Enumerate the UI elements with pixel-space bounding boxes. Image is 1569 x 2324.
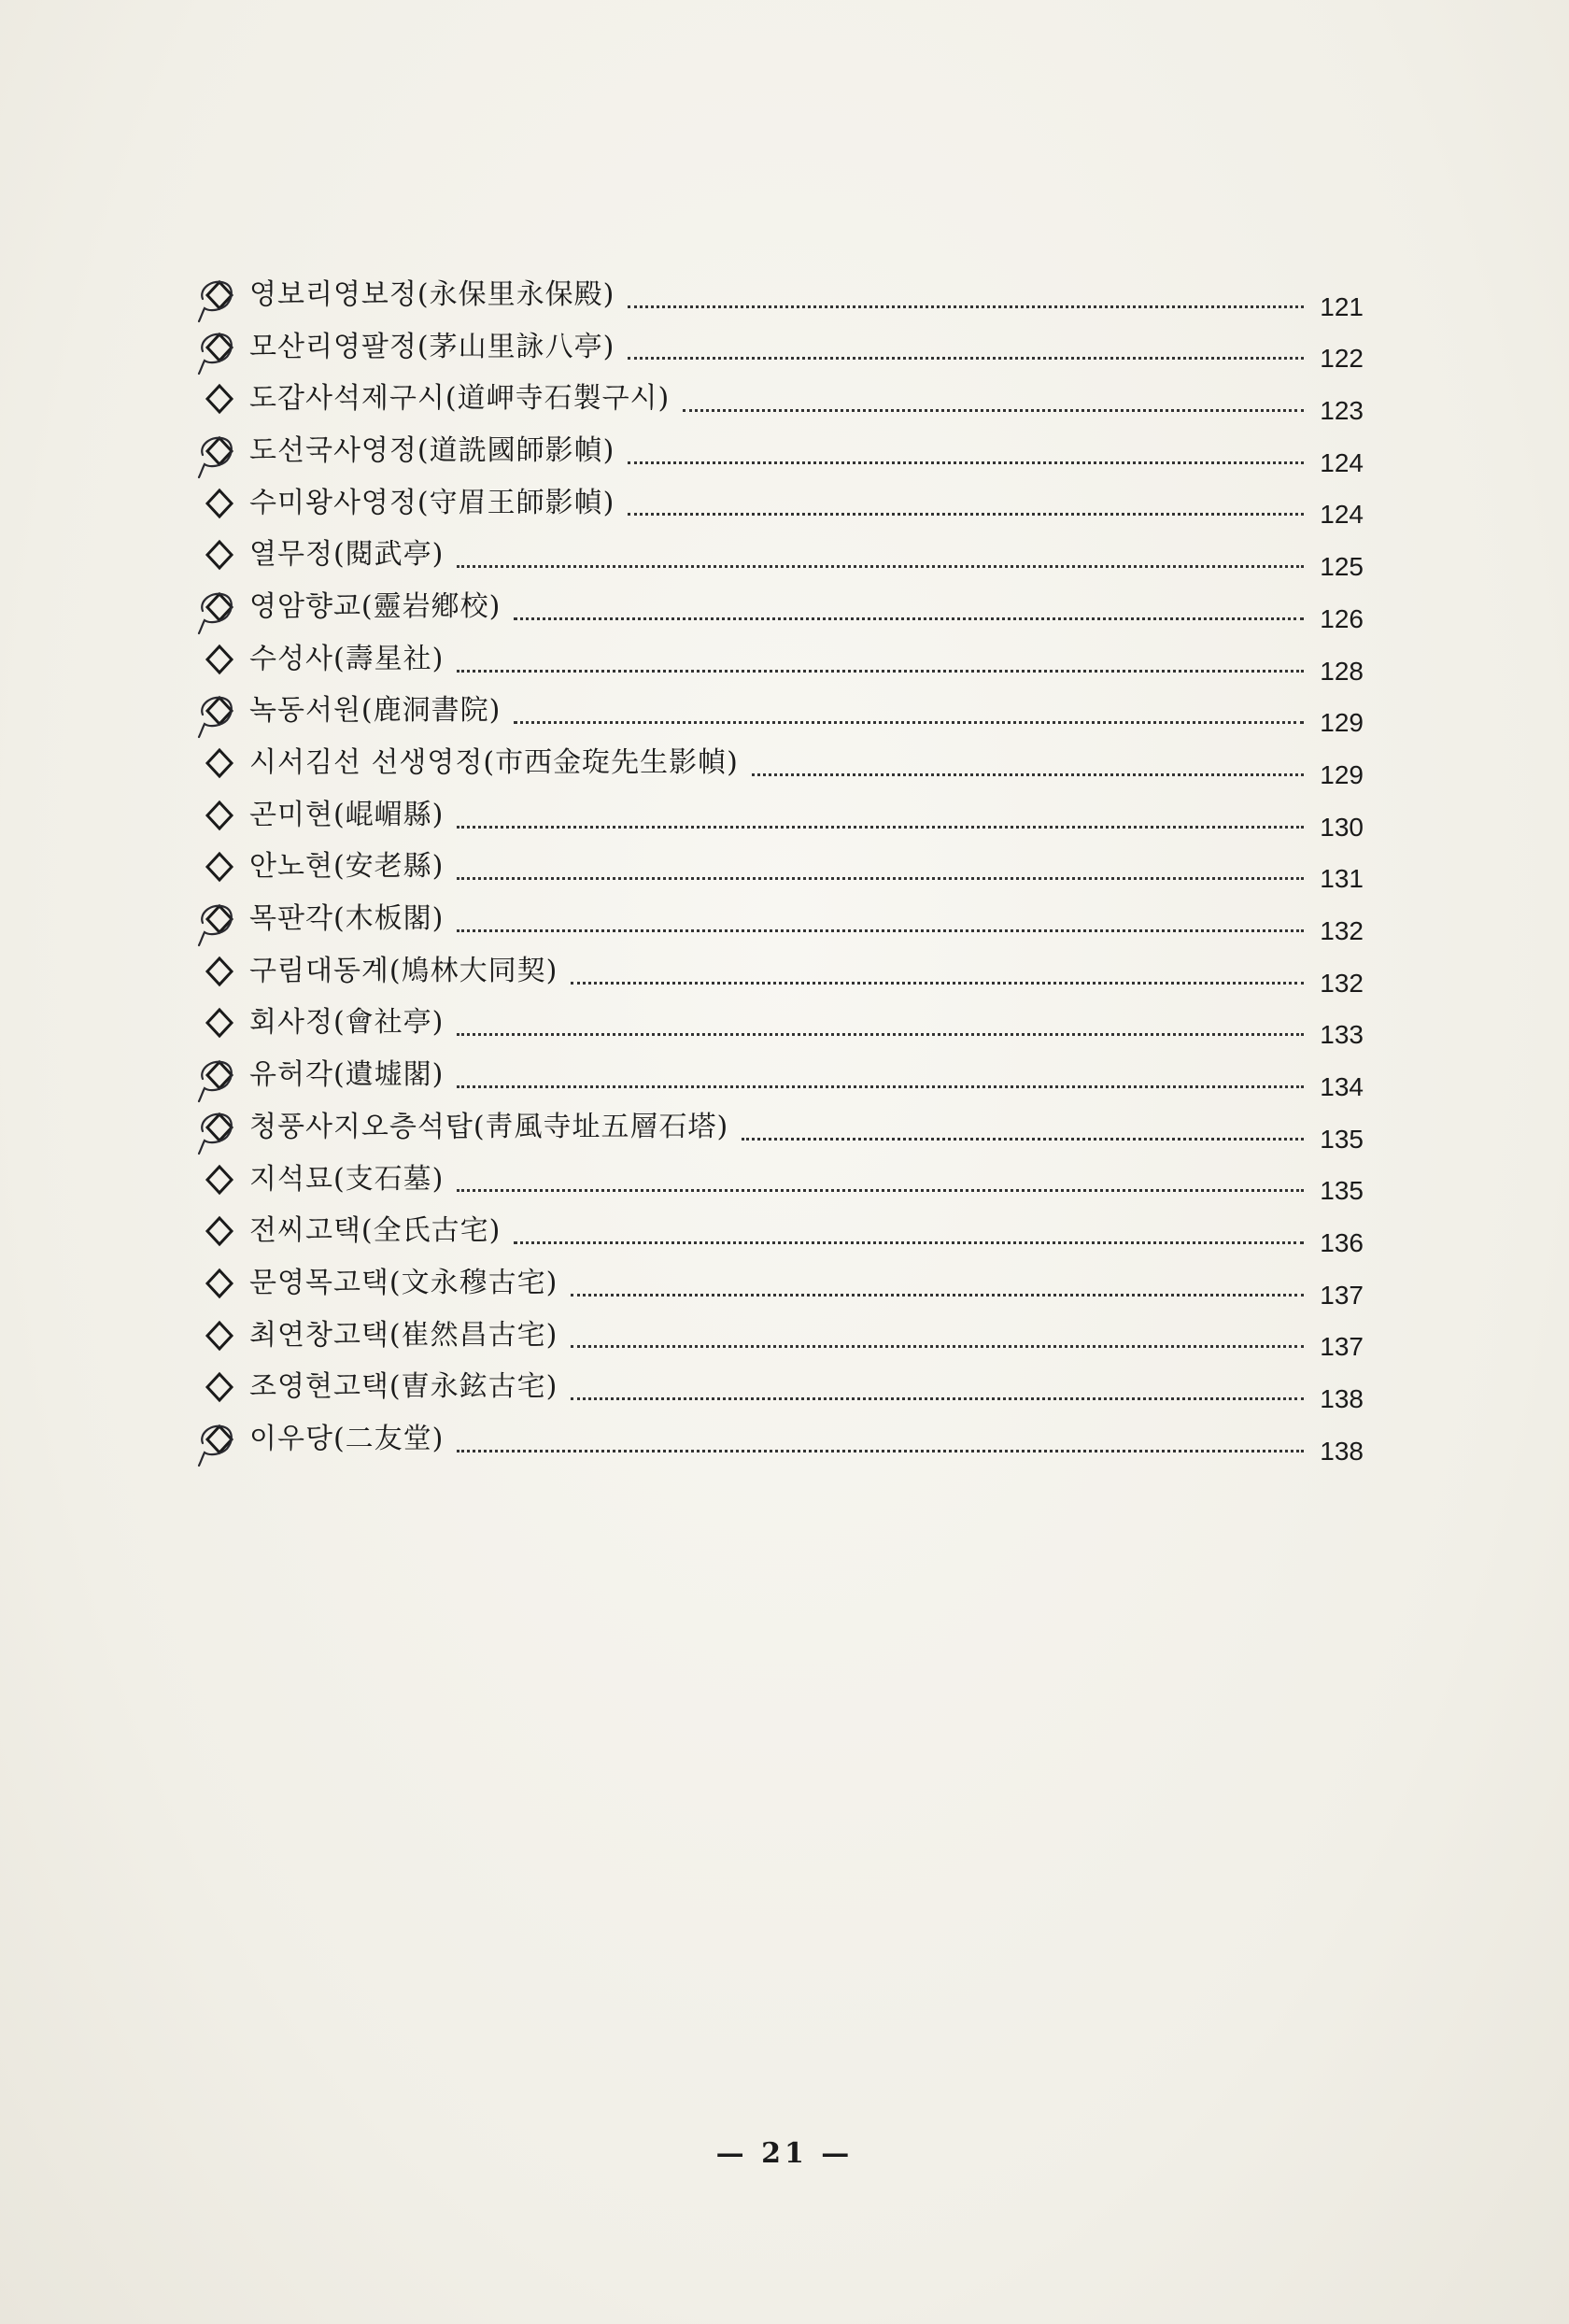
diamond-icon (201, 641, 238, 678)
dot-leader (628, 357, 1304, 360)
diamond-icon (201, 1368, 238, 1406)
checked-diamond-icon (201, 588, 238, 626)
dot-leader (457, 1189, 1304, 1192)
toc-entry-page: 129 (1320, 759, 1364, 789)
dot-leader (457, 1033, 1304, 1036)
toc-entry (201, 581, 1364, 633)
toc-entry-title: 녹동서원(鹿洞書院) (249, 694, 502, 728)
dot-leader (628, 461, 1304, 464)
toc-entry-page: 137 (1320, 1332, 1364, 1362)
diamond-icon (201, 744, 238, 782)
dot-leader (571, 1294, 1304, 1297)
toc-entry (201, 789, 1364, 842)
dot-leader (571, 1345, 1304, 1348)
toc-entry (201, 1413, 1364, 1466)
toc-entry-title: 이우당(二友堂) (249, 1422, 445, 1455)
diamond-icon (201, 848, 238, 886)
toc-entry (201, 1361, 1364, 1413)
dot-leader (514, 617, 1304, 620)
toc-entry-page: 122 (1320, 344, 1364, 374)
toc-entry-page: 128 (1320, 656, 1364, 686)
dot-leader (628, 305, 1304, 308)
dot-leader (752, 773, 1304, 776)
toc-entry-page: 131 (1320, 864, 1364, 894)
dot-leader (457, 929, 1304, 932)
toc-entry (201, 842, 1364, 894)
diamond-icon (201, 1265, 238, 1302)
toc-entry-title: 조영현고택(曺永鉉古宅) (249, 1370, 558, 1404)
toc-entry-title: 구림대동계(鳩林大同契) (249, 954, 558, 987)
toc-entry-page: 121 (1320, 291, 1364, 321)
toc-entry (201, 321, 1364, 374)
toc-entry-page: 124 (1320, 447, 1364, 477)
diamond-icon (201, 1004, 238, 1042)
toc-entry (201, 529, 1364, 581)
toc-entry (201, 269, 1364, 321)
diamond-icon (201, 1161, 238, 1198)
toc-entry-title: 영암향교(靈岩鄕校) (249, 589, 502, 623)
toc-entry-title: 모산리영팔정(茅山里詠八亭) (249, 330, 615, 363)
checked-diamond-icon (201, 329, 238, 366)
toc-entry-title: 열무정(閱武亭) (249, 538, 445, 572)
toc-entry-page: 132 (1320, 915, 1364, 945)
dot-leader (571, 982, 1304, 985)
toc-entry-page: 130 (1320, 812, 1364, 842)
dot-leader (457, 670, 1304, 673)
toc-entry-page: 135 (1320, 1176, 1364, 1206)
dot-leader (514, 721, 1304, 724)
toc-entry (201, 686, 1364, 738)
dot-leader (571, 1397, 1304, 1400)
dot-leader (457, 1450, 1304, 1452)
diamond-icon (201, 485, 238, 522)
toc-entry (201, 425, 1364, 477)
toc-entry-title: 목판각(木板閣) (249, 902, 445, 936)
toc-entry-page: 123 (1320, 396, 1364, 426)
toc-entry-page: 126 (1320, 603, 1364, 633)
toc-entry-page: 132 (1320, 968, 1364, 998)
table-of-contents (201, 269, 1364, 1466)
toc-entry-title: 영보리영보정(永保里永保殿) (249, 277, 615, 311)
toc-entry-page: 138 (1320, 1384, 1364, 1414)
dot-leader (457, 826, 1304, 829)
toc-entry (201, 1101, 1364, 1154)
checked-diamond-icon (201, 692, 238, 730)
toc-entry-page: 135 (1320, 1124, 1364, 1154)
toc-entry-title: 도갑사석제구시(道岬寺石製구시) (249, 382, 671, 416)
diamond-icon (201, 380, 238, 418)
toc-entry-page: 129 (1320, 708, 1364, 738)
toc-entry (201, 945, 1364, 998)
toc-entry-title: 문영목고택(文永穆古宅) (249, 1266, 558, 1299)
toc-entry-title: 안노현(安老縣) (249, 850, 445, 884)
toc-entry (201, 893, 1364, 945)
diamond-icon (201, 797, 238, 834)
diamond-icon (201, 1212, 238, 1250)
checked-diamond-icon (201, 432, 238, 470)
dot-leader (742, 1138, 1304, 1141)
toc-entry-page: 124 (1320, 500, 1364, 530)
toc-entry-title: 최연창고택(崔然昌古宅) (249, 1318, 558, 1352)
toc-entry-title: 지석묘(支石墓) (249, 1162, 445, 1196)
toc-entry (201, 1257, 1364, 1310)
toc-entry (201, 373, 1364, 425)
toc-entry (201, 1049, 1364, 1101)
toc-entry (201, 998, 1364, 1050)
checked-diamond-icon (201, 1056, 238, 1094)
dot-leader (457, 877, 1304, 880)
toc-entry-page: 138 (1320, 1436, 1364, 1466)
toc-entry-title: 전씨고택(全氏古宅) (249, 1214, 502, 1248)
diamond-icon (201, 536, 238, 574)
checked-diamond-icon (201, 900, 238, 938)
dot-leader (457, 565, 1304, 568)
diamond-icon (201, 1317, 238, 1354)
toc-entry (201, 1154, 1364, 1206)
toc-entry-page: 125 (1320, 552, 1364, 582)
toc-entry-page: 134 (1320, 1072, 1364, 1101)
toc-entry (201, 1310, 1364, 1362)
checked-diamond-icon (201, 276, 238, 314)
diamond-icon (201, 953, 238, 990)
toc-entry-title: 시서김선 선생영정(市西金琁先生影幀) (249, 746, 739, 780)
dot-leader (514, 1241, 1304, 1244)
toc-entry-title: 곤미현(崐嵋縣) (249, 798, 445, 831)
toc-entry-title: 유허각(遺墟閣) (249, 1058, 445, 1092)
toc-entry (201, 477, 1364, 530)
toc-entry (201, 633, 1364, 686)
checked-diamond-icon (201, 1109, 238, 1146)
toc-entry (201, 1205, 1364, 1257)
dot-leader (457, 1085, 1304, 1088)
toc-entry-title: 청풍사지오층석탑(靑風寺址五層石塔) (249, 1110, 729, 1143)
toc-entry-page: 136 (1320, 1228, 1364, 1258)
toc-entry-title: 수미왕사영정(守眉王師影幀) (249, 486, 615, 519)
toc-entry-page: 133 (1320, 1020, 1364, 1050)
toc-entry-title: 회사정(會社亭) (249, 1006, 445, 1040)
toc-entry-page: 137 (1320, 1280, 1364, 1310)
toc-entry-title: 수성사(壽星社) (249, 642, 445, 675)
toc-entry (201, 737, 1364, 789)
dot-leader (683, 409, 1304, 412)
checked-diamond-icon (201, 1421, 238, 1458)
toc-entry-title: 도선국사영정(道詵國師影幀) (249, 433, 615, 467)
page-number: — 21 — (715, 2137, 854, 2170)
dot-leader (628, 513, 1304, 516)
